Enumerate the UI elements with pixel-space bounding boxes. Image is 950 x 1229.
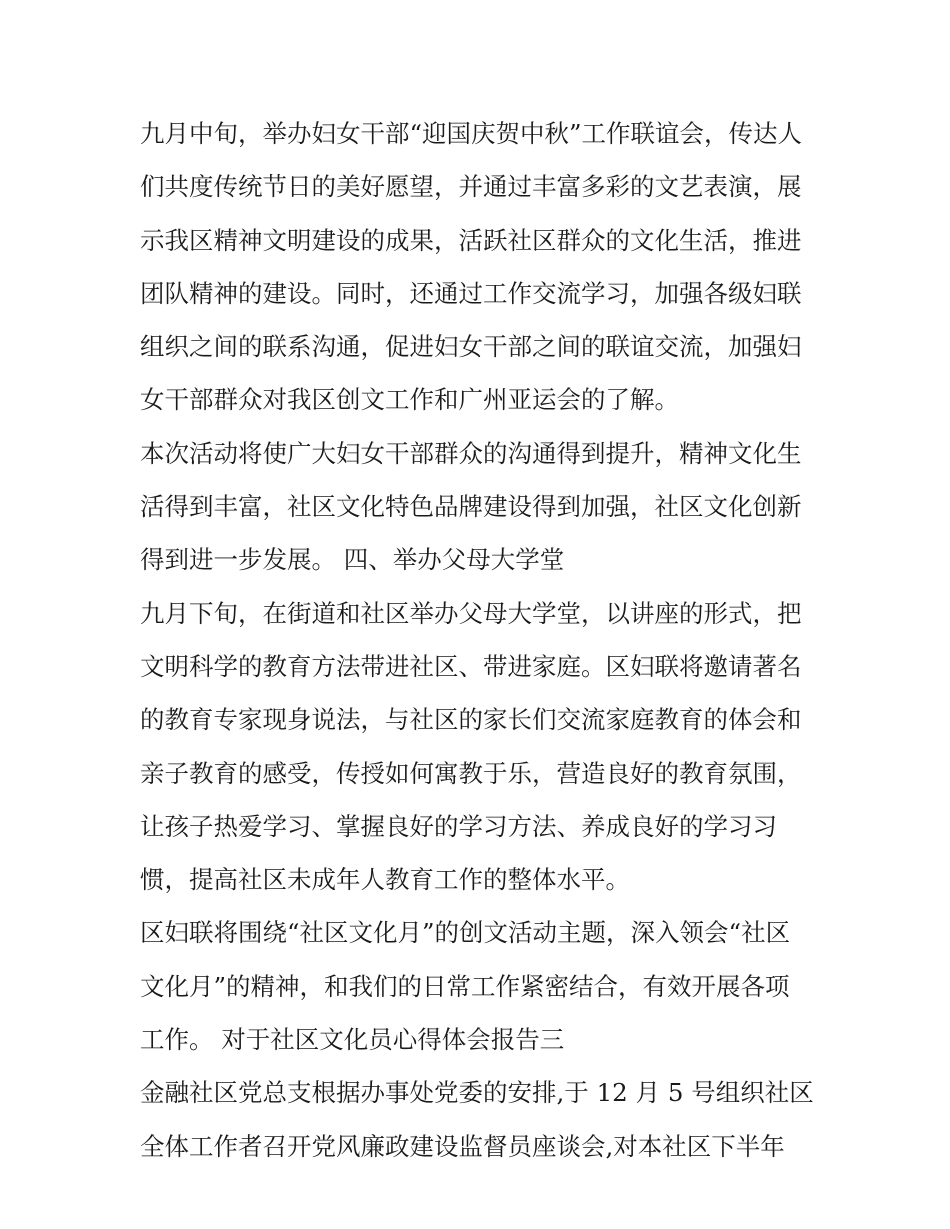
text-line: 工作。 对于社区文化员心得体会报告三	[140, 1025, 565, 1055]
text-line: 全体工作者召开党风廉政建设监督员座谈会,对本社区下半年	[140, 1131, 785, 1161]
text-line: 的教育专家现身说法，与社区的家长们交流家庭教育的体会和	[140, 705, 802, 735]
text-line: 示我区精神文明建设的成果，活跃社区群众的文化生活，推进	[140, 225, 802, 255]
text-line: 得到进一步发展。 四、举办父母大学堂	[140, 545, 565, 575]
text-line: 亲子教育的感受，传授如何寓教于乐，营造良好的教育氛围，	[140, 758, 802, 788]
text-line: 文明科学的教育方法带进社区、带进家庭。区妇联将邀请著名	[140, 651, 802, 681]
text-line: 们共度传统节日的美好愿望，并通过丰富多彩的文艺表演，展	[140, 172, 802, 202]
text-line: 惯，提高社区未成年人教育工作的整体水平。	[140, 865, 630, 895]
text-line: 本次活动将使广大妇女干部群众的沟通得到提升，精神文化生	[140, 438, 802, 468]
text-line: 九月下旬，在街道和社区举办父母大学堂，以讲座的形式，把	[140, 598, 802, 628]
text-line: 组织之间的联系沟通，促进妇女干部之间的联谊交流，加强妇	[140, 332, 802, 362]
text-line: 文化月”的精神，和我们的日常工作紧密结合，有效开展各项	[140, 971, 790, 1001]
text-line: 活得到丰富，社区文化特色品牌建设得到加强，社区文化创新	[140, 492, 802, 522]
text-line: 女干部群众对我区创文工作和广州亚运会的了解。	[140, 385, 679, 415]
text-line: 金融社区党总支根据办事处党委的安排,于 12 月 5 号组织社区	[140, 1078, 814, 1108]
text-line: 团队精神的建设。同时，还通过工作交流学习，加强各级妇联	[140, 278, 802, 308]
text-line: 九月中旬，举办妇女干部“迎国庆贺中秋”工作联谊会，传达人	[140, 119, 803, 148]
text-line: 区妇联将围绕“社区文化月”的创文活动主题，深入领会“社区	[140, 918, 791, 948]
document-body	[140, 107, 820, 1173]
text-line: 让孩子热爱学习、掌握良好的学习方法、养成良好的学习习	[140, 811, 777, 841]
